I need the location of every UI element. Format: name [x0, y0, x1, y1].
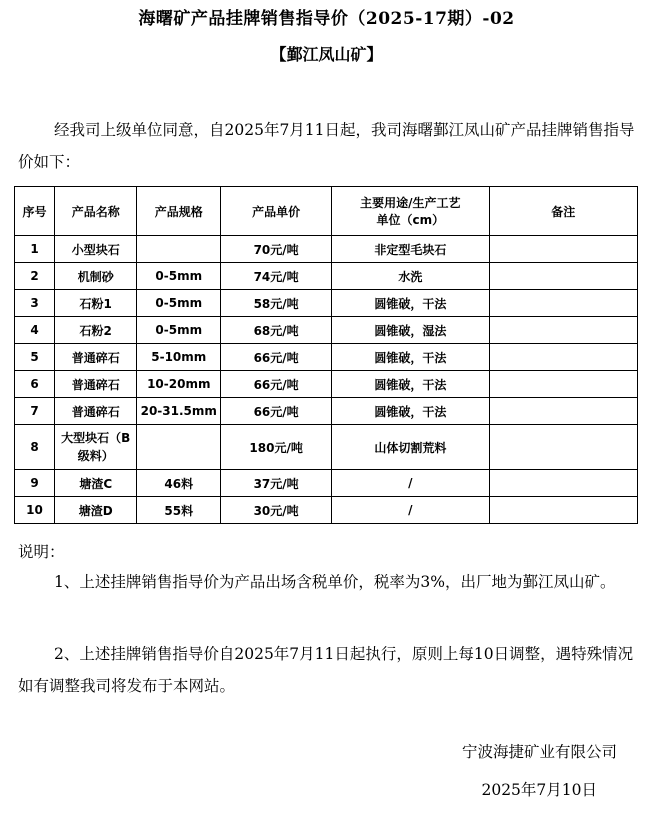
table-row: [15, 425, 638, 470]
cell-no: 5: [15, 344, 55, 371]
cell-name: 石粉2: [55, 317, 137, 344]
cell-price: 37元/吨: [221, 470, 332, 497]
cell-price: 30元/吨: [221, 497, 332, 524]
cell-price: 180元/吨: [221, 425, 332, 470]
cell-note: [489, 497, 637, 524]
table-row: [15, 290, 638, 317]
cell-price: 68元/吨: [221, 317, 332, 344]
cell-spec: 0-5mm: [137, 290, 221, 317]
cell-price: 70元/吨: [221, 236, 332, 263]
cell-note: [489, 425, 637, 470]
cell-name: 机制砂: [55, 263, 137, 290]
cell-spec: 5-10mm: [137, 344, 221, 371]
notes-title: 说明：: [18, 543, 65, 561]
table-row: [15, 371, 638, 398]
cell-note: [489, 290, 637, 317]
cell-use: /: [332, 497, 490, 524]
cell-name: 普通碎石: [55, 371, 137, 398]
cell-no: 1: [15, 236, 55, 263]
cell-name: 普通碎石: [55, 398, 137, 425]
cell-name: 塘渣C: [55, 470, 137, 497]
header-use-label: 主要用途/生产工艺: [360, 196, 461, 210]
header-spec: 产品规格: [137, 187, 221, 236]
table-row: [15, 263, 638, 290]
cell-name: 小型块石: [55, 236, 137, 263]
cell-note: [489, 236, 637, 263]
cell-no: 4: [15, 317, 55, 344]
header-note: 备注: [489, 187, 637, 236]
cell-no: 10: [15, 497, 55, 524]
mine-subtitle: 【鄞江凤山矿】: [270, 45, 383, 64]
cell-note: [489, 470, 637, 497]
table-row: [15, 317, 638, 344]
cell-spec: [137, 236, 221, 263]
cell-use: 水洗: [332, 263, 490, 290]
cell-note: [489, 398, 637, 425]
cell-use: 圆锥破，干法: [332, 290, 490, 317]
price-table: [14, 186, 638, 524]
note-2: 2、上述挂牌销售指导价自2025年7月11日起执行，原则上每10日调整，遇特殊情况如有调整我司将发布于本网站。: [18, 645, 634, 695]
cell-spec: [137, 425, 221, 470]
issue-date: 2025年7月10日: [481, 781, 597, 799]
cell-note: [489, 371, 637, 398]
cell-use: 山体切割荒料: [332, 425, 490, 470]
cell-price: 74元/吨: [221, 263, 332, 290]
cell-use: 圆锥破，干法: [332, 344, 490, 371]
cell-price: 66元/吨: [221, 398, 332, 425]
cell-price: 58元/吨: [221, 290, 332, 317]
cell-no: 3: [15, 290, 55, 317]
cell-use: 圆锥破，干法: [332, 398, 490, 425]
cell-no: 6: [15, 371, 55, 398]
header-no: 序号: [15, 187, 55, 236]
cell-name: 大型块石（B级料）: [55, 425, 137, 470]
cell-spec: 10-20mm: [137, 371, 221, 398]
table-row: [15, 497, 638, 524]
cell-use: 圆锥破，湿法: [332, 317, 490, 344]
table-row: [15, 398, 638, 425]
cell-note: [489, 344, 637, 371]
cell-name: 石粉1: [55, 290, 137, 317]
cell-spec: 55料: [137, 497, 221, 524]
cell-use: /: [332, 470, 490, 497]
cell-price: 66元/吨: [221, 371, 332, 398]
cell-no: 8: [15, 425, 55, 470]
cell-spec: 20-31.5mm: [137, 398, 221, 425]
cell-spec: 0-5mm: [137, 263, 221, 290]
table-row: [15, 344, 638, 371]
cell-name: 塘渣D: [55, 497, 137, 524]
table-row: [15, 470, 638, 497]
cell-spec: 0-5mm: [137, 317, 221, 344]
cell-note: [489, 317, 637, 344]
cell-no: 7: [15, 398, 55, 425]
cell-spec: 46料: [137, 470, 221, 497]
intro-paragraph: 经我司上级单位同意，自2025年7月11日起，我司海曙鄞江凤山矿产品挂牌销售指导价如下：: [18, 121, 635, 171]
table-header-row: [15, 187, 638, 236]
note-1: 1、上述挂牌销售指导价为产品出场含税单价，税率为3%，出厂地为鄞江凤山矿。: [54, 573, 616, 591]
cell-no: 2: [15, 263, 55, 290]
table-row: [15, 236, 638, 263]
header-name: 产品名称: [55, 187, 137, 236]
cell-no: 9: [15, 470, 55, 497]
page-title: 海曙矿产品挂牌销售指导价（2025-17期）-02: [138, 9, 515, 29]
cell-note: [489, 263, 637, 290]
cell-use: 圆锥破，干法: [332, 371, 490, 398]
cell-use: 非定型毛块石: [332, 236, 490, 263]
company-name: 宁波海捷矿业有限公司: [461, 743, 617, 761]
header-use: [332, 187, 490, 236]
header-price: 产品单价: [221, 187, 332, 236]
header-use-unit: 单位（cm）: [376, 213, 445, 227]
cell-name: 普通碎石: [55, 344, 137, 371]
cell-price: 66元/吨: [221, 344, 332, 371]
